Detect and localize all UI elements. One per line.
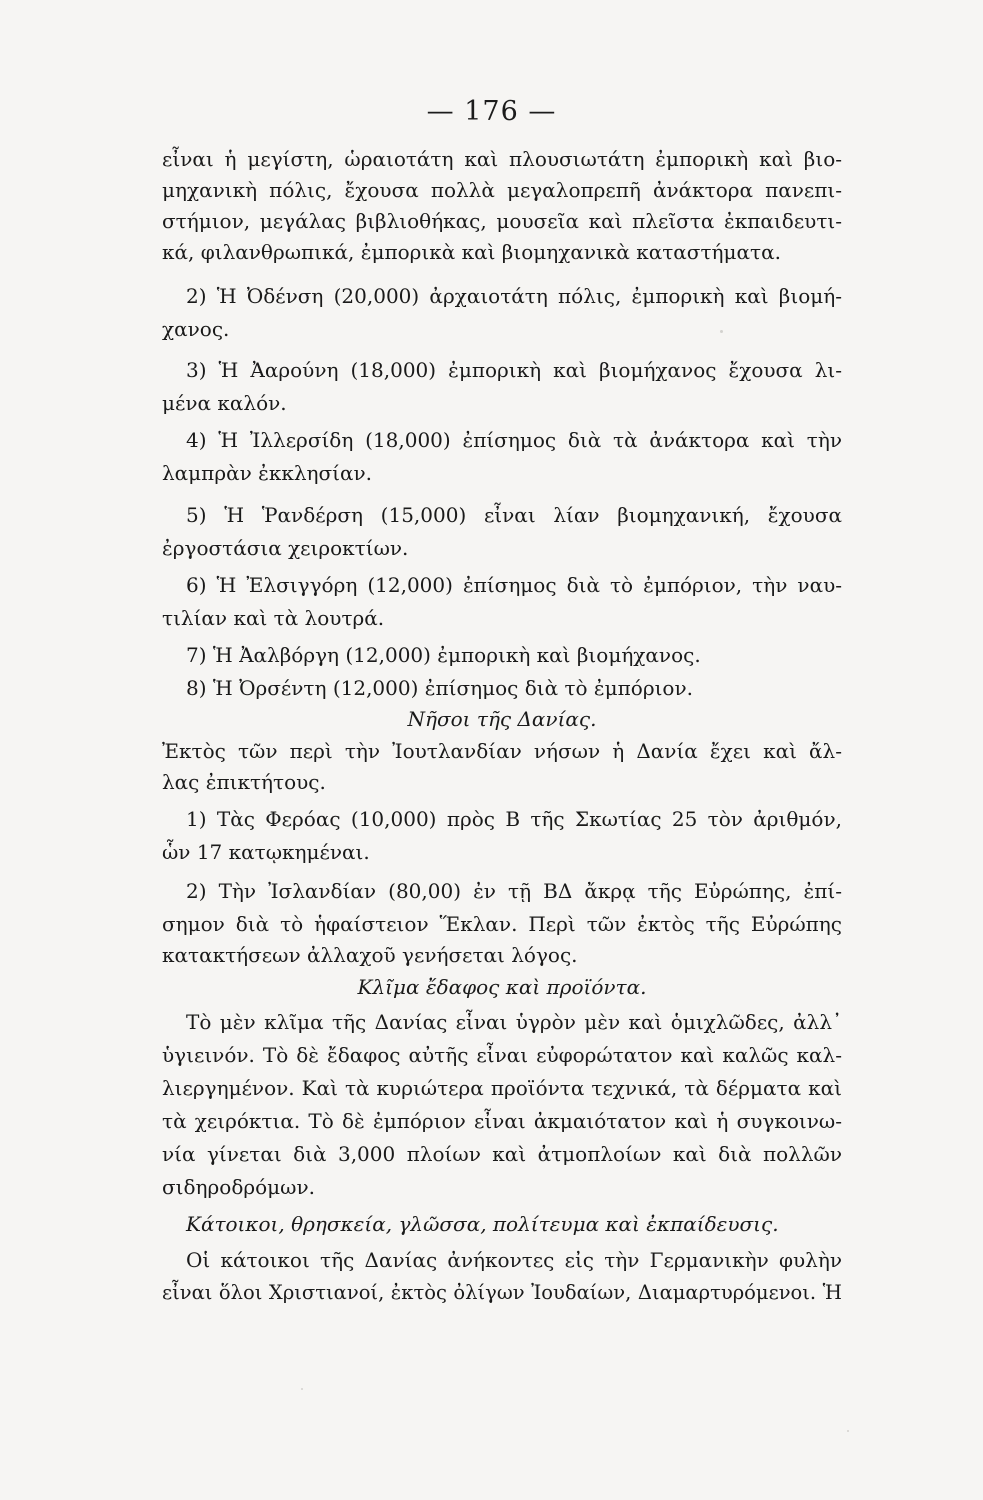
paper-speck — [720, 330, 723, 333]
text-line: στήμιον, μεγάλας βιβλιοθήκας, μουσεῖα καὶ πλεῖστα ἐκπαιδευτι- — [162, 209, 842, 233]
text-line: 4) Ἡ Ἰλλερσίδη (18,000) ἐπίσημος διὰ τὰ ἀνάκτορα καὶ τὴν — [186, 428, 842, 452]
text-line: Οἱ κάτοικοι τῆς Δανίας ἀνήκοντες εἰς τὴν Γερμανικὴν φυλὴν — [186, 1248, 842, 1272]
text-line: 3) Ἡ Ἀαρούνη (18,000) ἐμπορικὴ καὶ βιομήχανος ἔχουσα λι- — [186, 358, 842, 382]
text-line: 8) Ἡ Ὀρσέντη (12,000) ἐπίσημος διὰ τὸ ἐμπόριον. — [186, 676, 693, 700]
text-line: σημον διὰ τὸ ἡφαίστειον Ἕκλαν. Περὶ τῶν ἐκτὸς τῆς Εὐρώπης — [162, 912, 842, 936]
section-heading: Κάτοικοι, θρησκεία, γλῶσσα, πολίτευμα καὶ ἐκπαίδευσις. — [186, 1212, 779, 1236]
text-line: μηχανικὴ πόλις, ἔχουσα πολλὰ μεγαλοπρεπῆ ἀνάκτορα πανεπι- — [162, 178, 842, 202]
text-line: 6) Ἡ Ἐλσιγγόρη (12,000) ἐπίσημος διὰ τὸ ἐμπόριον, τὴν ναυ- — [186, 573, 842, 597]
text-line: μένα καλόν. — [162, 391, 287, 415]
text-line: εἶναι ἡ μεγίστη, ὡραιοτάτη καὶ πλουσιωτάτη ἐμπορικὴ καὶ βιο- — [162, 147, 842, 171]
paper-speck — [847, 1430, 849, 1432]
text-line: εἶναι ὅλοι Χριστιανοί, ἐκτὸς ὀλίγων Ἰουδαίων, Διαμαρτυρόμενοι. Ἡ — [162, 1281, 842, 1304]
text-line: λιεργημένον. Καὶ τὰ κυριώτερα προϊόντα τεχνικά, τὰ δέρματα καὶ — [162, 1076, 842, 1100]
page-number: — 176 — — [426, 96, 557, 127]
text-line: τιλίαν καὶ τὰ λουτρά. — [162, 606, 385, 630]
paper-speck — [301, 1388, 303, 1390]
text-line: 7) Ἡ Ἀαλβόργη (12,000) ἐμπορικὴ καὶ βιομήχανος. — [186, 643, 701, 667]
text-line: Τὸ μὲν κλῖμα τῆς Δανίας εἶναι ὑγρὸν μὲν καὶ ὁμιχλῶδες, ἀλλ᾽ — [186, 1010, 842, 1034]
text-line: ὑγιεινόν. Τὸ δὲ ἔδαφος αὐτῆς εἶναι εὐφορώτατον καὶ καλῶς καλ- — [162, 1043, 842, 1067]
text-line: σιδηροδρόμων. — [162, 1175, 315, 1199]
text-line: τὰ χειρόκτια. Τὸ δὲ ἐμπόριον εἶναι ἀκμαιότατον καὶ ἡ συγκοινω- — [162, 1109, 842, 1133]
text-line: κά, φιλανθρωπικά, ἐμπορικὰ καὶ βιομηχανικὰ καταστήματα. — [162, 240, 781, 264]
text-line: 2) Ἡ Ὀδένση (20,000) ἀρχαιοτάτη πόλις, ἐμπορικὴ καὶ βιομή- — [186, 284, 842, 308]
text-line: λας ἐπικτήτους. — [162, 770, 326, 794]
text-line: κατακτήσεων ἀλλαχοῦ γενήσεται λόγος. — [162, 943, 578, 967]
text-line: χανος. — [162, 317, 230, 341]
text-line: Ἐκτὸς τῶν περὶ τὴν Ἰουτλανδίαν νήσων ἡ Δανία ἔχει καὶ ἄλ- — [162, 739, 842, 763]
text-line: λαμπρὰν ἐκκλησίαν. — [162, 461, 373, 485]
text-line: 2) Τὴν Ἰσλανδίαν (80,00) ἐν τῇ ΒΔ ἄκρᾳ τῆς Εὐρώπης, ἐπί- — [186, 879, 842, 903]
section-heading: Κλῖμα ἔδαφος καὶ προϊόντα. — [357, 975, 647, 999]
text-line: νία γίνεται διὰ 3,000 πλοίων καὶ ἀτμοπλοίων καὶ διὰ πολλῶν — [162, 1142, 842, 1166]
text-line: ἐργοστάσια χειροκτίων. — [162, 536, 409, 560]
text-line: ὧν 17 κατῳκημέναι. — [162, 840, 370, 864]
section-heading: Νῆσοι τῆς Δανίας. — [407, 707, 597, 731]
text-line: 1) Τὰς Φερόας (10,000) πρὸς Β τῆς Σκωτίας 25 τὸν ἀριθμόν, — [186, 807, 842, 831]
text-line: 5) Ἡ Ῥανδέρση (15,000) εἶναι λίαν βιομηχανική, ἔχουσα — [186, 503, 842, 527]
